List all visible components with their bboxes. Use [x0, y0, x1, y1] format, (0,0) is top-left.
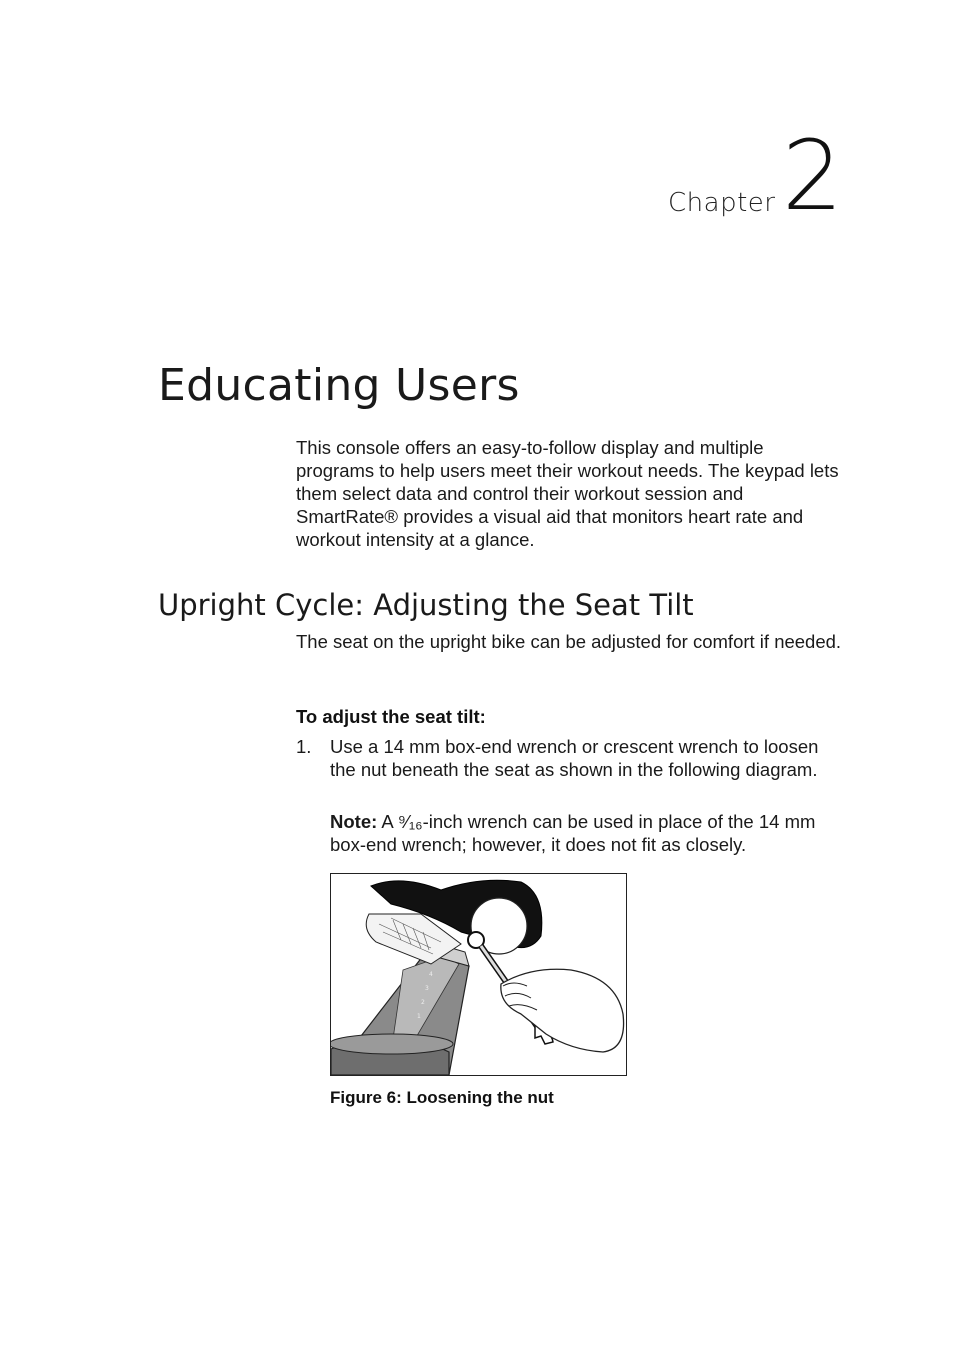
section-heading: Upright Cycle: Adjusting the Seat Tilt — [158, 588, 694, 622]
intro-paragraph: This console offers an easy-to-follow display and multiple programs to help users meet their workout needs. The keypad lets them select data and control their workout session and SmartRate® provides a visual aid that monitors heart rate and workout intensity at a glance. — [296, 437, 839, 550]
note-label: Note: — [330, 811, 378, 832]
chapter-label: Chapter — [668, 188, 776, 218]
figure-caption: Figure 6: Loosening the nut — [330, 1088, 554, 1107]
seat-tilt-illustration — [330, 873, 627, 1076]
svg-text:2: 2 — [421, 999, 425, 1006]
procedure-heading: To adjust the seat tilt: — [296, 706, 486, 727]
chapter-number: 2 — [782, 120, 844, 232]
svg-text:1: 1 — [417, 1013, 421, 1020]
note-text: A ⁹⁄₁₆-inch wrench can be used in place of the 14 mm box-end wrench; however, it does not fit as closely. — [330, 811, 816, 855]
step-text: Use a 14 mm box-end wrench or crescent wrench to loosen the nut beneath the seat as shown in the following diagram. — [330, 736, 819, 780]
hand-illustration — [501, 969, 624, 1052]
section-description: The seat on the upright bike can be adjusted for comfort if needed. — [296, 631, 842, 652]
step-number: 1. — [296, 736, 312, 757]
page-title: Educating Users — [158, 360, 520, 411]
svg-text:4: 4 — [429, 971, 433, 978]
seat-post-illustration — [331, 942, 469, 1075]
note — [330, 810, 840, 856]
svg-text:3: 3 — [425, 985, 429, 992]
